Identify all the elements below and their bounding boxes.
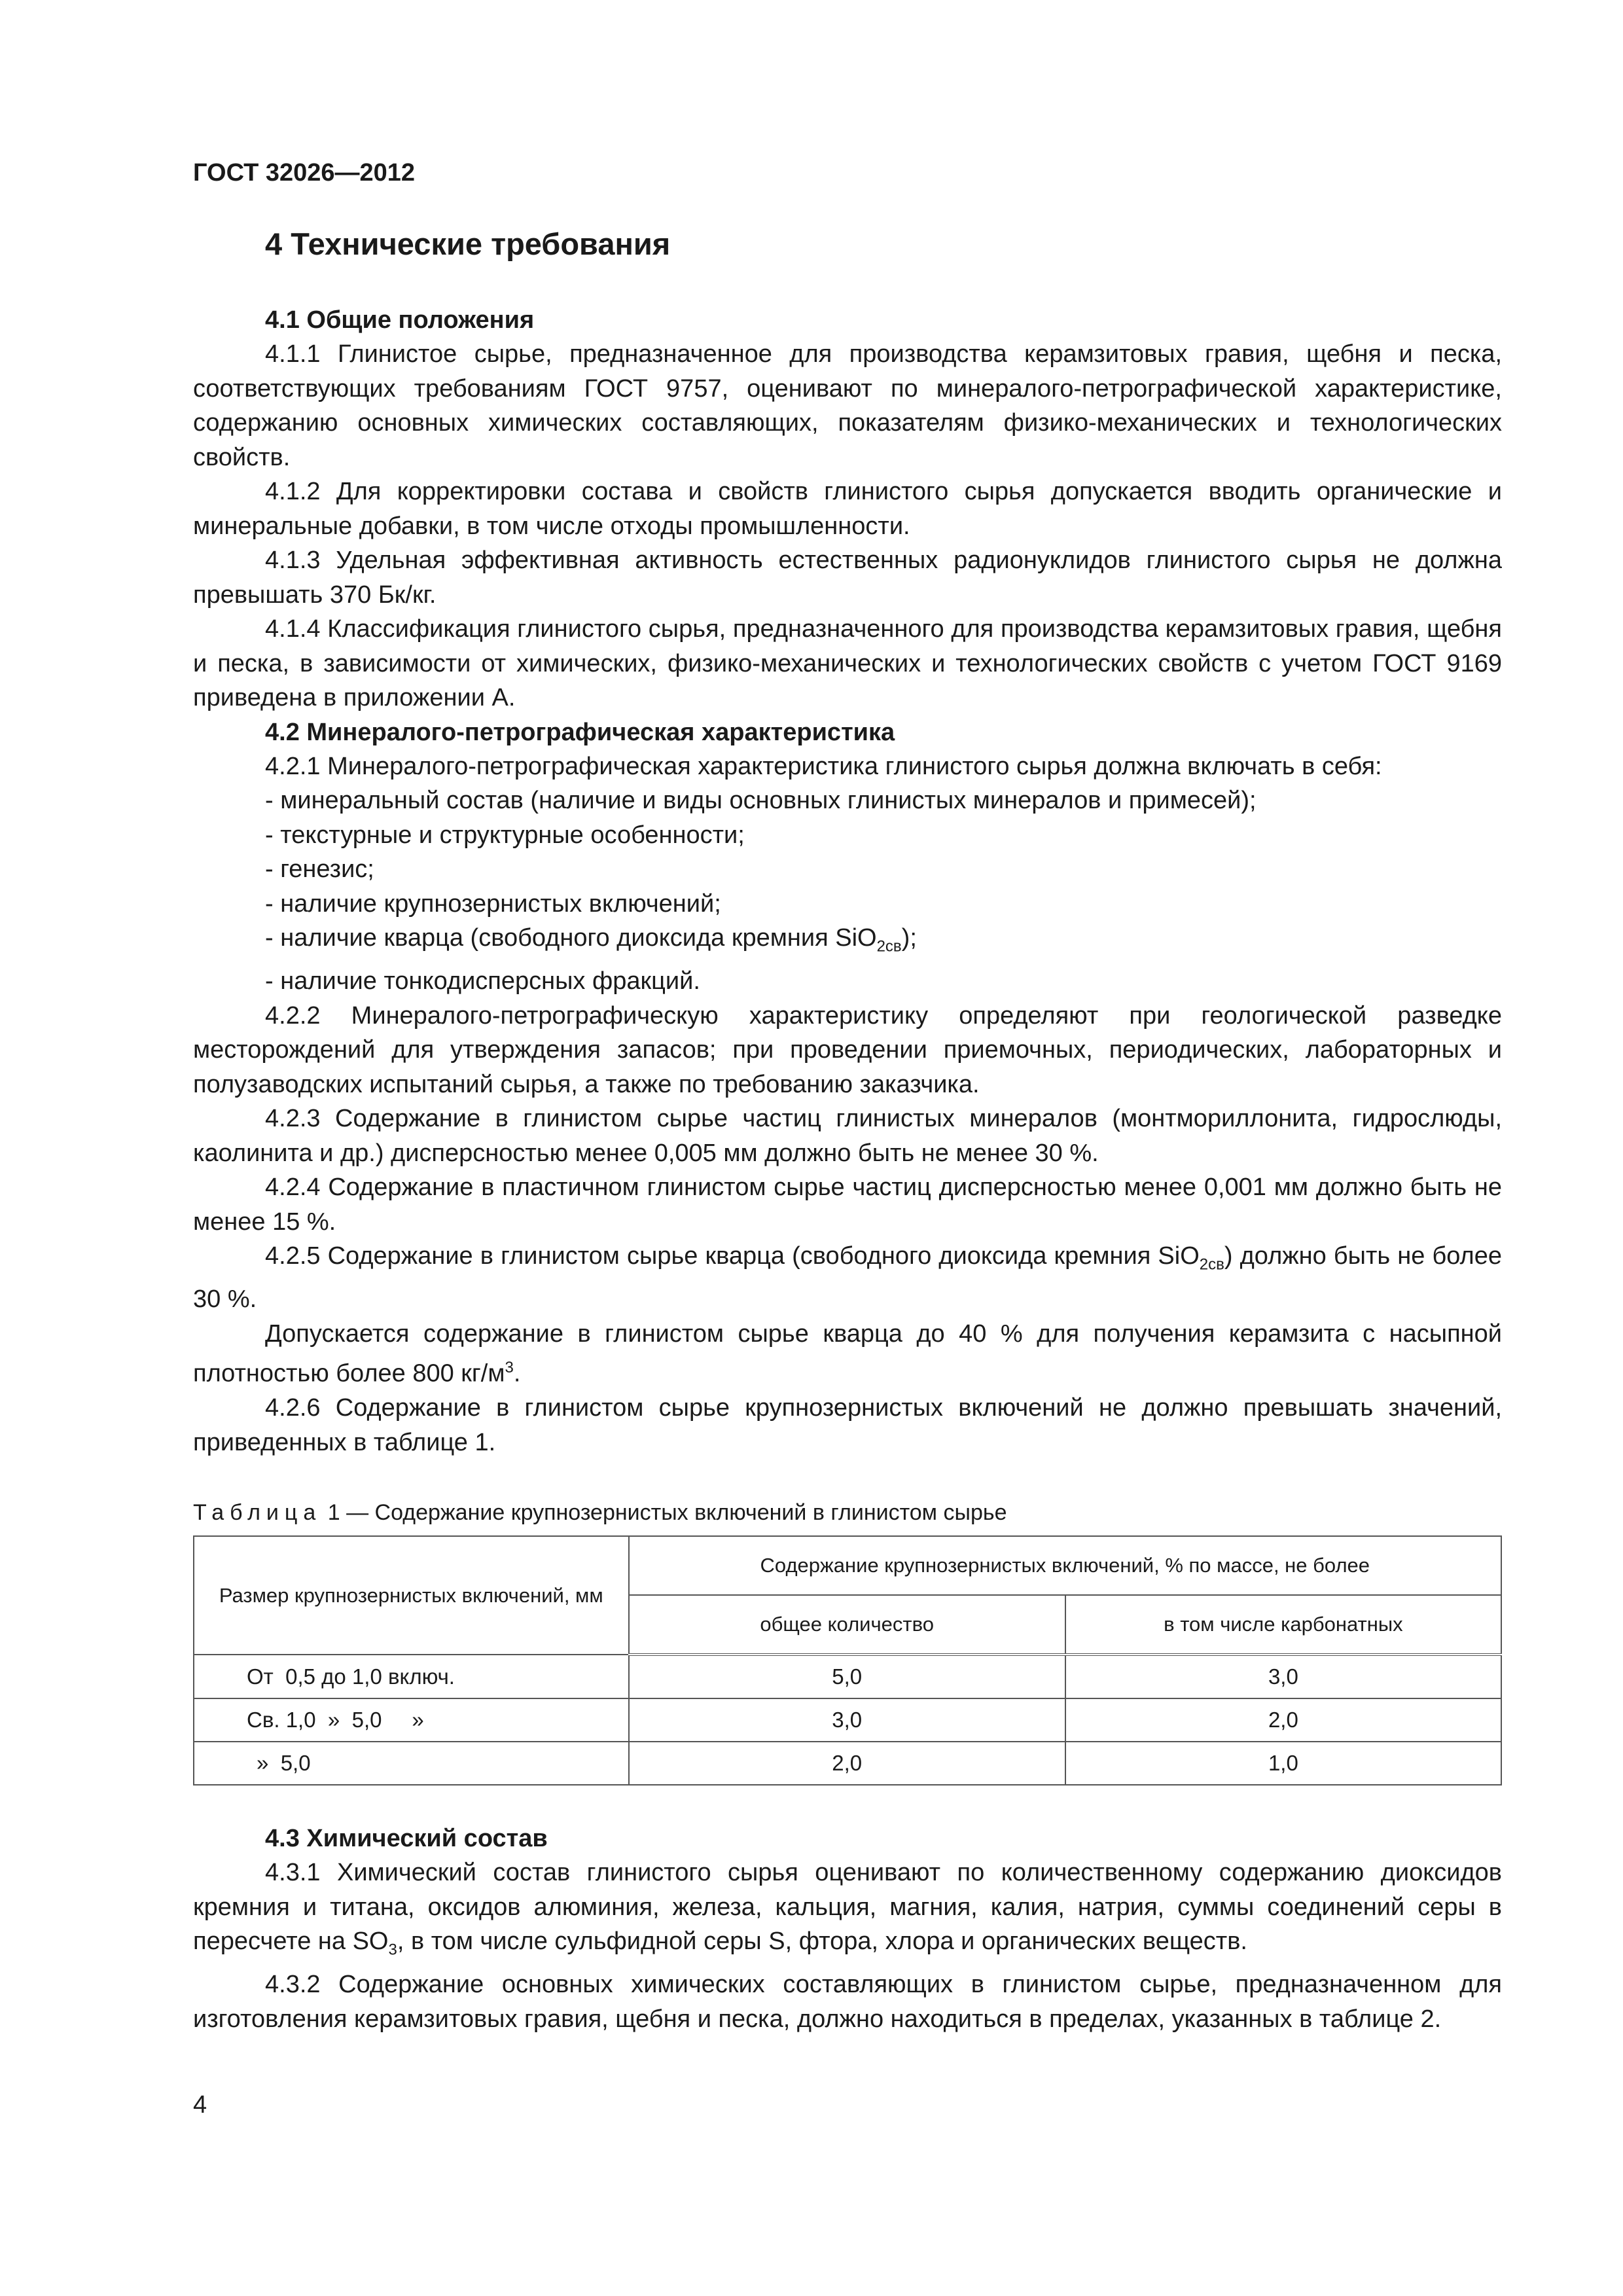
- paragraph-4-2-2: 4.2.2 Минералого-петрографическую характеристику определяют при геологической разведке месторождений для утверждения запасов; при проведении приемочных, периодических, лабораторных и полузаводских испытаний сырья, а также по требованию заказчика.: [193, 1001, 1502, 1098]
- paragraph-4-1-4: 4.1.4 Классификация глинистого сырья, предназначенного для производства керамзитовых гравия, щебня и песка, в зависимости от химических, физико-механических и технологических свойств с учетом ГОСТ 9169 приведена в приложении А.: [193, 615, 1502, 711]
- table-header-total: общее количество: [629, 1595, 1065, 1655]
- table-row: [194, 1698, 1501, 1742]
- table-header-size: Размер крупнозернистых включений, мм: [194, 1536, 629, 1655]
- paragraph-4-3-1-end: , в том числе сульфидной серы S, фтора, хлора и органических веществ.: [397, 1928, 1247, 1956]
- paragraph-allowance-end: .: [513, 1359, 521, 1388]
- table-1: [193, 1535, 1502, 1785]
- section-title: 4 Технические требования: [265, 226, 671, 261]
- table-cell-total: 5,0: [629, 1655, 1065, 1698]
- paragraph-4-2-4: 4.2.4 Содержание в пластичном глинистом сырье частиц дисперсностью менее 0,001 мм должно быть не менее 15 %.: [193, 1174, 1502, 1236]
- table-cell-size: От 0,5 до 1,0 включ.: [194, 1655, 629, 1698]
- paragraph-4-2-5: [193, 1239, 1502, 1317]
- paragraph-4-2-1: 4.2.1 Минералого-петрографическая характеристика глинистого сырья должна включать в себя:: [265, 752, 1382, 780]
- list-item-quartz: [265, 921, 1502, 964]
- table-row: [194, 1655, 1501, 1698]
- superscript: 3: [505, 1359, 514, 1377]
- subsection-title-4-1: 4.1 Общие положения: [265, 306, 535, 334]
- list-item: - наличие тонкодисперсных фракций.: [265, 967, 700, 996]
- table-cell-carbonate: 3,0: [1065, 1655, 1501, 1698]
- table-row: [194, 1742, 1501, 1785]
- table-1-caption: [193, 1498, 1502, 1528]
- table-caption-word: Таблица: [193, 1500, 322, 1526]
- paragraph-4-3-2: 4.3.2 Содержание основных химических составляющих в глинистом сырье, предназначенном для изготовления керамзитовых гравия, щебня и песка, должно находиться в пределах, указанных в таблице 2.: [193, 1971, 1502, 2033]
- table-cell-carbonate: 1,0: [1065, 1742, 1501, 1785]
- paragraph-4-2-3: 4.2.3 Содержание в глинистом сырье частиц глинистых минералов (монтмориллонита, гидрослюды, каолинита и др.) дисперсностью менее 0,005 мм должно быть не менее 30 %.: [193, 1105, 1502, 1167]
- paragraph-4-1-2: 4.1.2 Для корректировки состава и свойств глинистого сырья допускается вводить органические и минеральные добавки, в том числе отходы промышленности.: [193, 478, 1502, 540]
- table-cell-size: Св. 1,0 » 5,0 »: [194, 1698, 629, 1742]
- subsection-title-4-2: 4.2 Минералого-петрографическая характеристика: [265, 718, 895, 746]
- list-item: - минеральный состав (наличие и виды основных глинистых минералов и примесей);: [265, 787, 1257, 814]
- paragraph-4-2-6: 4.2.6 Содержание в глинистом сырье крупнозернистых включений не должно превышать значений, приведенных в таблице 1.: [193, 1394, 1502, 1456]
- table-cell-total: 3,0: [629, 1698, 1065, 1742]
- table-cell-carbonate: 2,0: [1065, 1698, 1501, 1742]
- list-item: - наличие крупнозернистых включений;: [265, 889, 721, 918]
- paragraph-allowance: [193, 1317, 1502, 1391]
- table-header-group: Содержание крупнозернистых включений, % по массе, не более: [629, 1536, 1501, 1595]
- paragraph-allowance-text: Допускается содержание в глинистом сырье кварца до 40 % для получения керамзита с насыпной плотностью более 800 кг/м: [193, 1319, 1502, 1388]
- document-page: [193, 157, 1502, 2036]
- paragraph-4-2-5-text: 4.2.5 Содержание в глинистом сырье кварца (свободного диоксида кремния SiO: [265, 1242, 1200, 1270]
- subscript: 3: [388, 1941, 397, 1959]
- subscript: 2св: [1199, 1255, 1224, 1274]
- paragraph-4-3-1: [193, 1856, 1502, 1967]
- list-item-quartz-text: - наличие кварца (свободного диоксида кремния SiO: [265, 924, 877, 952]
- page-number: 4: [193, 2091, 207, 2119]
- document-code: ГОСТ 32026—2012: [193, 159, 416, 187]
- list-item-quartz-end: );: [901, 924, 917, 952]
- list-item: - генезис;: [265, 855, 374, 883]
- paragraph-4-1-3: 4.1.3 Удельная эффективная активность естественных радионуклидов глинистого сырья не должна превышать 370 Бк/кг.: [193, 547, 1502, 609]
- subsection-title-4-3: 4.3 Химический состав: [265, 1825, 548, 1853]
- table-cell-total: 2,0: [629, 1742, 1065, 1785]
- table-cell-size: » 5,0: [194, 1742, 629, 1785]
- subscript: 2св: [876, 937, 902, 956]
- paragraph-4-1-1: 4.1.1 Глинистое сырье, предназначенное для производства керамзитовых гравия, щебня и песка, соответствующих требованиям ГОСТ 9757, оценивают по минералого-петрографической характеристике, содержанию основных химических составляющих, показателям физико-механических и технологических свойств.: [193, 340, 1502, 471]
- table-header-carbonate: в том числе карбонатных: [1065, 1595, 1501, 1655]
- paragraph-4-3-1-text: 4.3.1 Химический состав глинистого сырья оценивают по количественному содержанию диоксидов кремния и титана, оксидов алюминия, железа, кальция, магния, калия, натрия, суммы соединений серы в пересчете на SO: [193, 1859, 1502, 1956]
- table-caption-text: 1 — Содержание крупнозернистых включений в глинистом сырье: [321, 1500, 1007, 1526]
- paragraph-4-2-5-end: ) должно быть не более 30 %.: [193, 1242, 1502, 1314]
- list-item: - текстурные и структурные особенности;: [265, 821, 745, 849]
